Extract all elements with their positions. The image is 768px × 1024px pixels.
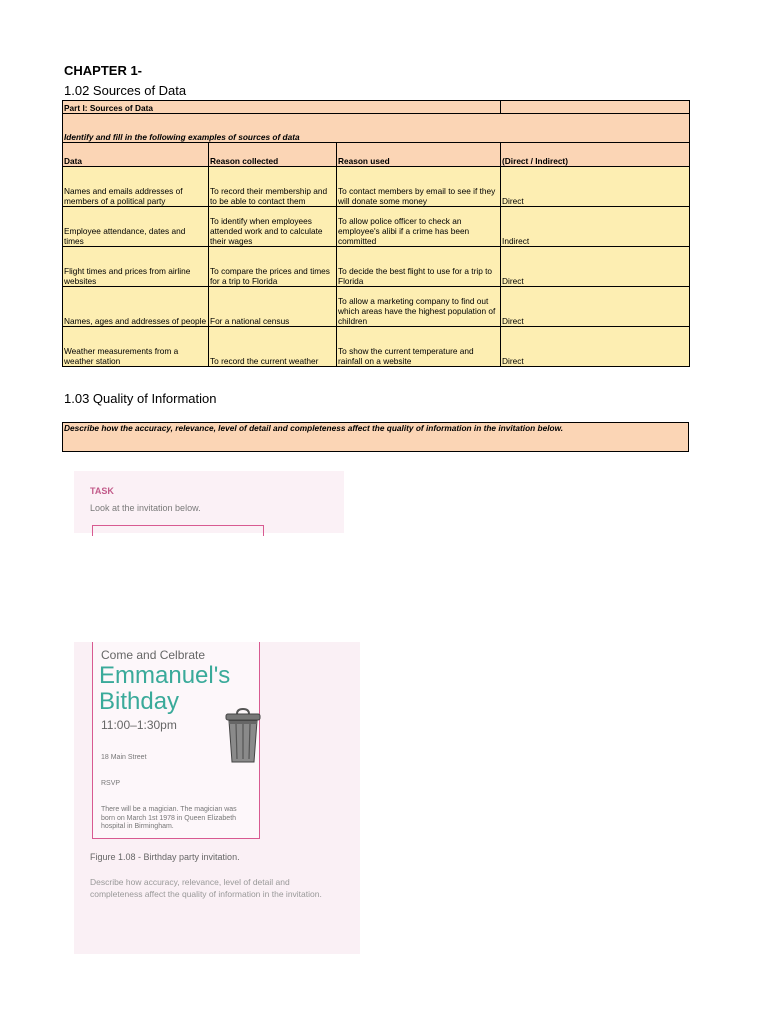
cell-reason-used: To decide the best flight to use for a trip to Florida: [337, 247, 501, 287]
invitation-name: Emmanuel's: [99, 662, 231, 689]
cell-reason-collected: For a national census: [209, 287, 337, 327]
part-label-empty: [501, 101, 690, 114]
trash-can-icon: [225, 708, 261, 764]
figure-description: Describe how accuracy, relevance, level of detail and completeness affect the quality of information in the invitation.: [90, 877, 322, 899]
cell-reason-collected: To record their membership and to be able to contact them: [209, 167, 337, 207]
cell-data: Flight times and prices from airline websites: [63, 247, 209, 287]
invitation-card-top: [92, 525, 264, 536]
cell-reason-used: To contact members by email to see if they will donate some money: [337, 167, 501, 207]
table-row: [63, 247, 690, 287]
part-label: Part I: Sources of Data: [63, 101, 501, 114]
textbook-excerpt-bottom: [74, 642, 360, 954]
cell-reason-used: To allow a marketing company to find out which areas have the highest population of children: [337, 287, 501, 327]
header-reason-collected: Reason collected: [209, 143, 337, 167]
cell-reason-collected: To identify when employees attended work and to calculate their wages: [209, 207, 337, 247]
invitation-card: [92, 642, 260, 839]
sources-of-data-table: [62, 100, 690, 367]
cell-data: Weather measurements from a weather station: [63, 327, 209, 367]
cell-data: Employee attendance, dates and times: [63, 207, 209, 247]
cell-direct-indirect: Direct: [501, 327, 690, 367]
cell-reason-used: To show the current temperature and rainfall on a website: [337, 327, 501, 367]
textbook-excerpt-top: [74, 471, 344, 533]
table-row: [63, 327, 690, 367]
table-instruction: Identify and fill in the following examples of sources of data: [63, 114, 690, 143]
cell-reason-used: To allow police officer to check an employee's alibi if a crime has been committed: [337, 207, 501, 247]
cell-direct-indirect: Direct: [501, 247, 690, 287]
invitation-time: 11:00–1:30pm: [101, 718, 177, 732]
section-title-sources: 1.02 Sources of Data: [64, 83, 187, 98]
task-instruction: Look at the invitation below.: [90, 503, 201, 513]
invitation-address: 18 Main Street: [101, 754, 147, 761]
invitation-magician-text: There will be a magician. The magician was born on March 1st 1978 in Queen Elizabeth hospital in Birmingham.: [101, 806, 237, 830]
header-data: Data: [63, 143, 209, 167]
quality-instruction: Describe how the accuracy, relevance, level of detail and completeness affect the quality of information in the invitation below.: [63, 423, 689, 452]
cell-direct-indirect: Direct: [501, 167, 690, 207]
cell-reason-collected: To record the current weather: [209, 327, 337, 367]
task-label: TASK: [90, 486, 114, 496]
table-row: [63, 287, 690, 327]
cell-direct-indirect: Indirect: [501, 207, 690, 247]
chapter-heading: CHAPTER 1-: [64, 63, 143, 78]
cell-data: Names, ages and addresses of people: [63, 287, 209, 327]
cell-reason-collected: To compare the prices and times for a trip to Florida: [209, 247, 337, 287]
cell-data: Names and emails addresses of members of a political party: [63, 167, 209, 207]
table-row: [63, 167, 690, 207]
invitation-rsvp: RSVP: [101, 780, 121, 787]
table-row: [63, 207, 690, 247]
section-title-quality: 1.03 Quality of Information: [64, 391, 217, 406]
figure-caption: Figure 1.08 - Birthday party invitation.: [90, 852, 240, 862]
invitation-event: Bithday: [99, 688, 180, 715]
quality-instruction-table: [62, 422, 689, 452]
header-reason-used: Reason used: [337, 143, 501, 167]
cell-direct-indirect: Direct: [501, 287, 690, 327]
header-direct-indirect: (Direct / Indirect): [501, 143, 690, 167]
invitation-come: Come and Celbrate: [101, 648, 206, 662]
